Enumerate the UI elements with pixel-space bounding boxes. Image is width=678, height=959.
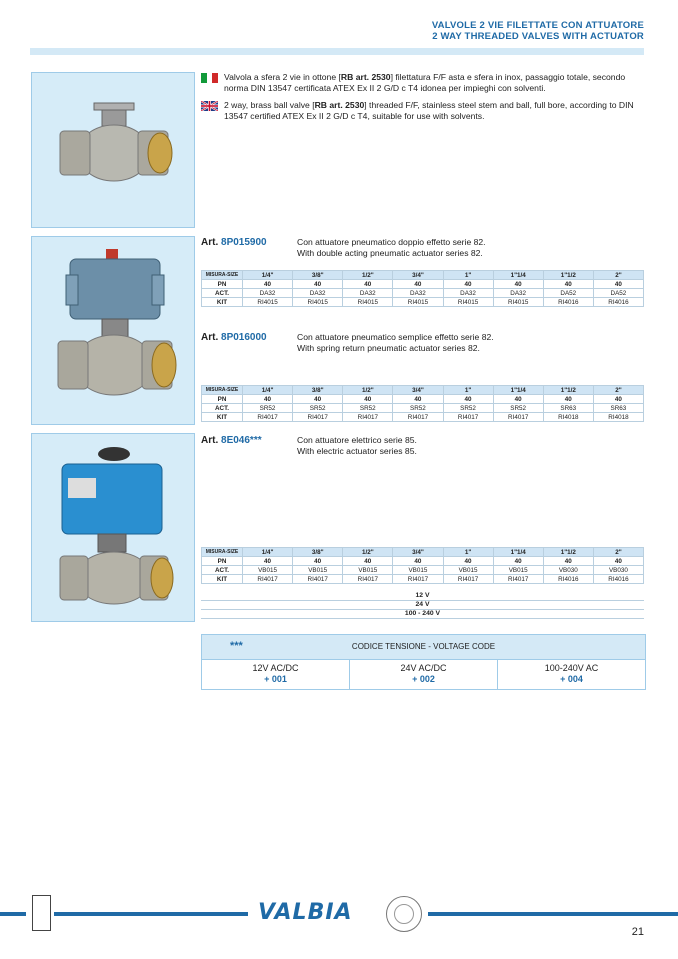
table-cell: VB015 [393,566,443,575]
table-cell: 3/8" [293,386,343,395]
table-cell: RI4015 [393,298,443,307]
table-cell: SR63 [593,404,643,413]
table-cell: RI4015 [293,298,343,307]
article-1-description: Con attuatore pneumatico doppio effetto serie 82. With double acting pneumatic actuator series 82. [297,237,486,258]
valve-illustration [32,73,194,227]
size-row [202,548,644,557]
header-title-en: 2 WAY THREADED VALVES WITH ACTUATOR [432,31,644,42]
voltage-24: 24 V [201,601,644,610]
table-cell: 3/8" [293,548,343,557]
row-label: KIT [202,575,243,584]
kit-row [202,298,644,307]
header-band [30,48,644,55]
table-cell: VB015 [243,566,293,575]
table-cell: 40 [443,557,493,566]
table-cell: DA32 [393,289,443,298]
table-cell: 40 [393,280,443,289]
table-cell: DA32 [343,289,393,298]
table-cell: 1"1/4 [493,386,543,395]
table-cell: DA32 [243,289,293,298]
table-cell: VB030 [593,566,643,575]
table-cell: VB015 [443,566,493,575]
row-label: MISURA-SIZE [202,386,243,395]
table-cell: RI4017 [243,575,293,584]
table-cell: RI4016 [593,575,643,584]
table-cell: 1/2" [343,548,393,557]
footer-line-right [428,912,678,916]
table-cell: SR63 [543,404,593,413]
table-cell: 40 [593,395,643,404]
table-cell: SR52 [343,404,393,413]
row-label: MISURA-SIZE [202,548,243,557]
row-label: PN [202,557,243,566]
table-cell: 3/4" [393,548,443,557]
size-row [202,386,644,395]
pn-row [202,395,644,404]
table-cell: 40 [343,280,393,289]
table-cell: RI4017 [393,413,443,422]
table-cell: 1" [443,271,493,280]
table-cell: VB030 [543,566,593,575]
table-cell: RI4017 [343,413,393,422]
row-label: ACT. [202,289,243,298]
table-cell: DA32 [443,289,493,298]
table-cell: DA32 [293,289,343,298]
actuator-row [202,566,644,575]
pneumatic-valve-illustration [32,237,194,424]
voltage-option: 12V AC/DC + 001 [252,663,299,684]
article-3-description: Con attuatore elettrico serie 85. With electric actuator series 85. [297,435,417,456]
actuator-row [202,289,644,298]
table-cell: DA52 [593,289,643,298]
intro-text-it: Valvola a sfera 2 vie in ottone [RB art. 2530] filettatura F/F asta e sfera in inox, passaggio totale, secondo norma DIN 13547 certificata ATEX Ex II 2 G/D c T4 idonea per impieghi con solventi. [224,72,626,93]
row-label: PN [202,280,243,289]
footer-line-left [0,912,26,916]
table-cell: 1"1/2 [543,271,593,280]
row-label: PN [202,395,243,404]
voltage-list [201,592,644,619]
voltage-option: 100-240V AC + 004 [497,660,645,689]
kit-row [202,413,644,422]
table-cell: 1/2" [343,386,393,395]
actuator-row [202,404,644,413]
table-cell: 1/4" [243,271,293,280]
article-1-label: Art. 8P015900 [201,237,267,248]
kit-row [202,575,644,584]
table-cell: 1"1/2 [543,386,593,395]
article-3-spec-table [201,547,644,584]
table-cell: RI4015 [243,298,293,307]
voltage-code-title: CODICE TENSIONE - VOLTAGE CODE [351,642,496,651]
table-cell: SR52 [243,404,293,413]
table-cell: RI4017 [393,575,443,584]
table-cell: 40 [543,280,593,289]
voltage-100-240: 100 - 240 V [201,610,644,619]
uk-flag-icon [201,101,218,111]
table-cell: 1"1/4 [493,548,543,557]
table-cell: VB015 [493,566,543,575]
header-title-it: VALVOLE 2 VIE FILETTATE CON ATTUATORE [431,20,644,31]
table-cell: 40 [443,395,493,404]
table-cell: DA32 [493,289,543,298]
table-cell: 40 [543,557,593,566]
table-cell: 40 [243,395,293,404]
italian-flag-icon [201,73,218,83]
table-cell: DA52 [543,289,593,298]
table-cell: 40 [543,395,593,404]
table-cell: RI4016 [543,298,593,307]
table-cell: RI4017 [243,413,293,422]
table-cell: RI4017 [293,575,343,584]
table-cell: 2" [593,386,643,395]
table-cell: RI4015 [343,298,393,307]
table-cell: 40 [593,280,643,289]
row-label: ACT. [202,404,243,413]
size-row [202,271,644,280]
valve-image [31,72,195,228]
table-cell: SR52 [443,404,493,413]
article-1-spec-table [201,270,644,307]
pneumatic-valve-image [31,236,195,425]
table-cell: 40 [293,395,343,404]
table-cell: 2" [593,548,643,557]
table-cell: 40 [343,557,393,566]
table-cell: VB015 [293,566,343,575]
table-cell: RI4017 [493,575,543,584]
table-cell: 1/4" [243,386,293,395]
row-label: ACT. [202,566,243,575]
table-cell: RI4018 [593,413,643,422]
table-cell: 40 [393,395,443,404]
table-cell: 1"1/4 [493,271,543,280]
voltage-code-stars: *** [230,640,243,652]
table-cell: RI4017 [493,413,543,422]
table-cell: RI4016 [593,298,643,307]
table-cell: RI4015 [443,298,493,307]
group-logo-icon [32,895,51,931]
table-cell: RI4015 [493,298,543,307]
table-cell: RI4017 [443,413,493,422]
table-cell: 3/8" [293,271,343,280]
row-label: KIT [202,413,243,422]
article-2-spec-table [201,385,644,422]
voltage-option: 24V AC/DC + 002 [349,660,497,689]
table-cell: 40 [393,557,443,566]
table-cell: 1" [443,548,493,557]
pn-row [202,280,644,289]
table-cell: 1/2" [343,271,393,280]
table-cell: 40 [293,557,343,566]
article-3-label: Art. 8E046*** [201,435,262,446]
table-cell: 40 [493,557,543,566]
table-cell: VB015 [343,566,393,575]
table-cell: 40 [493,395,543,404]
table-cell: 40 [493,280,543,289]
table-cell: 1" [443,386,493,395]
row-label: MISURA-SIZE [202,271,243,280]
article-2-description: Con attuatore pneumatico semplice effetto serie 82. With spring return pneumatic actuator series 82. [297,332,494,353]
electric-valve-image [31,433,195,622]
table-cell: 2" [593,271,643,280]
row-label: KIT [202,298,243,307]
table-cell: 1/4" [243,548,293,557]
table-cell: SR52 [393,404,443,413]
certification-seal-icon [386,896,422,932]
table-cell: RI4018 [543,413,593,422]
electric-valve-illustration [32,434,194,621]
page-header [432,20,644,42]
table-cell: 40 [243,557,293,566]
table-cell: SR52 [493,404,543,413]
table-cell: 40 [293,280,343,289]
table-cell: 3/4" [393,271,443,280]
voltage-code-header [202,635,645,660]
page-number: 21 [631,926,644,938]
voltage-code-options [202,660,645,689]
table-cell: 40 [443,280,493,289]
table-cell: SR52 [293,404,343,413]
intro-text-en: 2 way, brass ball valve [RB art. 2530] threaded F/F, stainless steel stem and ball, full bore, according to DIN 13547 certified ATEX Ex II 2 G/D c T4, suitable for use with solvents. [224,100,634,121]
table-cell: 40 [243,280,293,289]
voltage-code-box [201,634,646,690]
pn-row [202,557,644,566]
table-cell: 3/4" [393,386,443,395]
footer-line-mid [54,912,248,916]
table-cell: RI4017 [443,575,493,584]
table-cell: 40 [343,395,393,404]
table-cell: 40 [593,557,643,566]
table-cell: RI4017 [343,575,393,584]
table-cell: 1"1/2 [543,548,593,557]
table-cell: RI4016 [543,575,593,584]
table-cell: RI4017 [293,413,343,422]
article-2-label: Art. 8P016000 [201,332,267,343]
brand-logo: VALBIA [258,900,353,925]
voltage-12: 12 V [201,592,644,601]
